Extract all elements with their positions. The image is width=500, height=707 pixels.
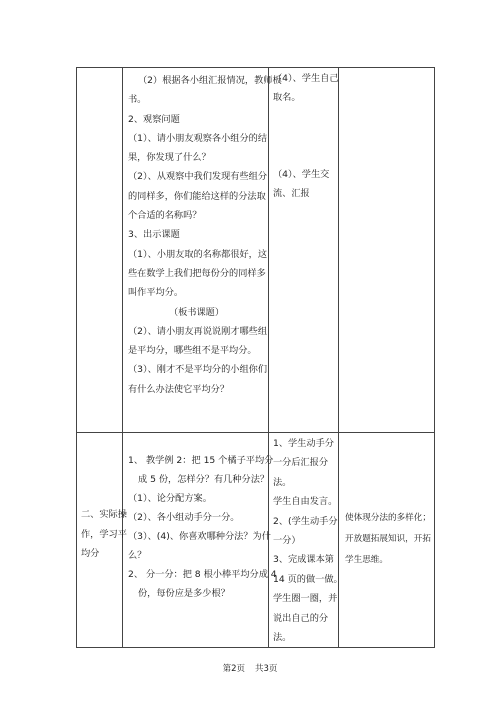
text-line: 说出自己的分 <box>273 612 329 624</box>
text-line: （1）、请小朋友观察各小组分的结 <box>128 132 268 144</box>
text-line: 14 页的做一做。 <box>273 573 343 585</box>
text-line: 流、汇报 <box>273 188 310 200</box>
text-line: 个合适的名称吗？ <box>128 210 202 222</box>
text-line: （2）根据各小组汇报情况，教师板 <box>138 75 282 86</box>
stage-label-line: 作，学习平 <box>81 528 127 540</box>
text-line: 法。 <box>273 476 292 488</box>
text-line: 1、学生动手分 <box>273 438 334 449</box>
lesson-plan-table <box>76 67 435 648</box>
text-line: 学生自由发言。 <box>273 496 338 508</box>
text-line: （2）、请小朋友再说说刚才哪些组 <box>128 325 268 337</box>
text-line: 2、观察问题 <box>128 113 180 125</box>
page-number: 第2页 <box>222 664 245 674</box>
text-line: 取名。 <box>273 92 301 104</box>
note-line: 开放题拓展知识，开拓 <box>345 534 431 544</box>
text-line: 果，你发现了什么？ <box>128 152 211 164</box>
text-line: 3、出示课题 <box>128 229 180 241</box>
text-line: （2）、各小组动手分一分。 <box>128 512 240 523</box>
notes-cell <box>339 433 435 648</box>
text-line: 2、(学生动手分 <box>273 515 338 527</box>
text-line: （板书课题） <box>168 306 225 318</box>
table-row <box>77 68 435 433</box>
text-line: 的同样多，你们能给这样的分法取 <box>128 190 266 202</box>
text-line: （4）、学生自己 <box>273 73 339 84</box>
stage-cell <box>77 433 127 648</box>
text-line: 书。 <box>128 94 147 106</box>
text-line: 1、 教学例 2：把 15 个橘子平均分 <box>128 455 274 466</box>
text-line: 么？ <box>128 550 147 561</box>
notes-cell-empty <box>339 68 435 433</box>
table-row <box>77 433 435 648</box>
student-activity-cell <box>269 433 343 648</box>
text-line: 是平均分，哪些组不是平均分。 <box>128 345 257 357</box>
text-line: 叫作平均分。 <box>128 287 184 299</box>
stage-cell-empty <box>77 68 123 433</box>
stage-label-line: 二、实际操 <box>81 509 127 520</box>
note-line: 学生思维。 <box>345 555 388 565</box>
text-line: 份，每份应是多少根？ <box>138 588 230 599</box>
text-line: 些在数学上我们把每份分的同样多 <box>128 267 266 279</box>
note-line: 使体现分法的多样化； <box>345 513 431 523</box>
text-line: （4）、学生交 <box>273 168 330 180</box>
text-line: 一分后汇报分 <box>273 457 329 469</box>
text-line: 有什么办法使它平均分？ <box>128 383 230 395</box>
stage-label-line: 均分 <box>81 548 100 559</box>
text-line: 法。 <box>273 632 292 644</box>
teacher-activity-cell <box>123 433 277 648</box>
text-line: （3）、(4)、你喜欢哪种分法？为什 <box>128 531 271 542</box>
teacher-activity-cell <box>123 68 282 433</box>
text-line: （3）、刚才不是平均分的小组你们 <box>128 364 268 376</box>
text-line: （2）、从观察中我们发现有些组分 <box>128 171 268 183</box>
text-line: （1）、小朋友取的名称都很好，这 <box>128 248 268 260</box>
text-line: 学生圈一圈，并 <box>273 593 338 605</box>
text-line: 3、完成课本第 <box>273 554 334 566</box>
text-line: 成 5 份，怎样分？有几种分法？ <box>138 474 270 485</box>
text-line: 一分） <box>273 535 301 547</box>
text-line: 2、 分一分：把 8 根小棒平均分成 4 <box>128 569 277 580</box>
text-line: （1）、论分配方案。 <box>128 493 212 504</box>
student-activity-cell <box>269 68 339 433</box>
page-total: 共3页 <box>255 664 278 674</box>
page-footer <box>0 662 500 674</box>
